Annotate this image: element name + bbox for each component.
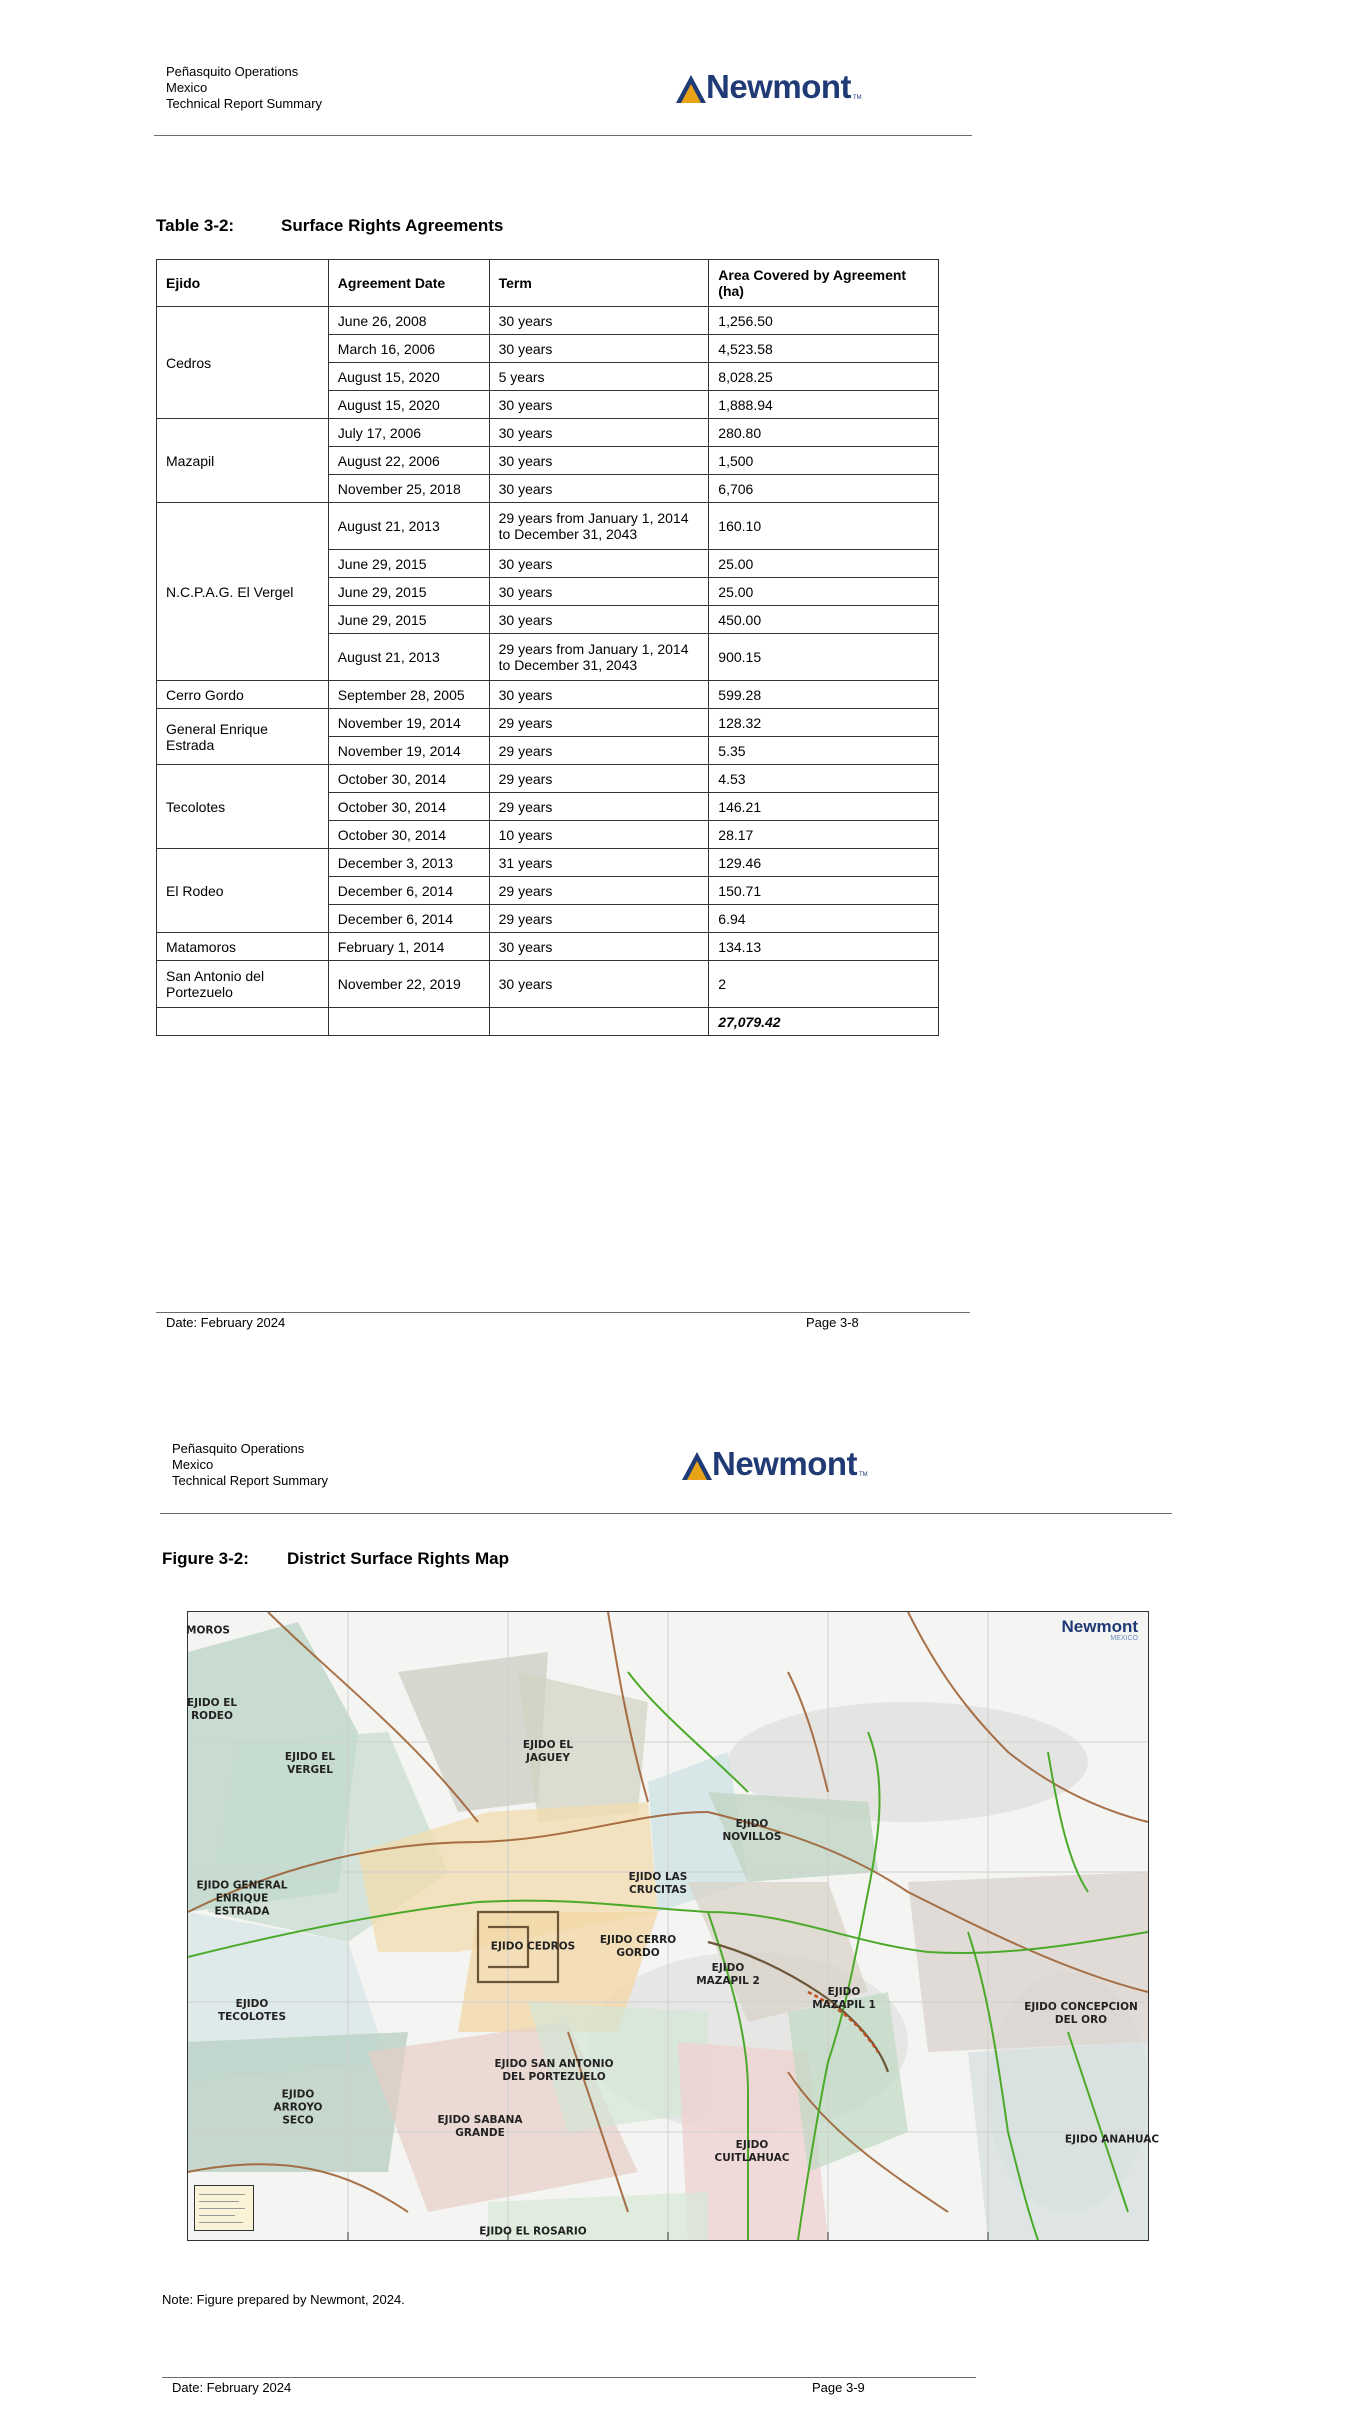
map-logo-subtitle: MEXICO: [1110, 1635, 1138, 1642]
surface-rights-table: [156, 259, 939, 1036]
table-title: Surface Rights Agreements: [281, 216, 504, 235]
area-cell: 1,888.94: [709, 391, 939, 419]
agreement-date-cell: August 21, 2013: [328, 634, 489, 681]
ejido-cell: El Rodeo: [157, 849, 329, 933]
map-legend: [194, 2185, 254, 2231]
header-operations: Peñasquito Operations: [172, 1441, 305, 1456]
area-cell: 134.13: [709, 933, 939, 961]
agreement-date-cell: November 25, 2018: [328, 475, 489, 503]
agreement-date-cell: November 19, 2014: [328, 737, 489, 765]
newmont-logo: [676, 70, 862, 103]
term-cell: 29 years: [489, 737, 709, 765]
area-cell: 599.28: [709, 681, 939, 709]
map-label-mazapil-1: EJIDO MAZAPIL 1: [812, 1986, 876, 2011]
ejido-cell: Cerro Gordo: [157, 681, 329, 709]
column-header: Ejido: [157, 260, 329, 307]
logo-trademark: TM: [859, 1472, 868, 1478]
table-row: [157, 849, 939, 877]
term-cell: 29 years from January 1, 2014 to December 31, 2043: [489, 503, 709, 550]
term-cell: 30 years: [489, 475, 709, 503]
area-cell: 25.00: [709, 550, 939, 578]
table-row: [157, 419, 939, 447]
map-label-cerro-gordo: EJIDO CERRO GORDO: [599, 1934, 677, 1959]
figure-number: Figure 3-2:: [162, 1549, 249, 1568]
area-cell: 128.32: [709, 709, 939, 737]
table-row: [157, 681, 939, 709]
agreement-date-cell: March 16, 2006: [328, 335, 489, 363]
term-cell: 30 years: [489, 961, 709, 1008]
logo-trademark: TM: [853, 95, 862, 101]
map-label-el-vergel: EJIDO EL VERGEL: [284, 1751, 336, 1776]
map-label-arroyo-seco: EJIDO ARROYO SECO: [273, 2088, 323, 2127]
term-cell: 30 years: [489, 335, 709, 363]
header-rule: [160, 1513, 1172, 1514]
term-cell: 29 years: [489, 877, 709, 905]
agreement-date-cell: August 15, 2020: [328, 391, 489, 419]
agreement-date-cell: June 29, 2015: [328, 606, 489, 634]
term-cell: 29 years: [489, 905, 709, 933]
ejido-cell: San Antonio del Portezuelo: [157, 961, 329, 1008]
page2-header: [172, 1441, 328, 1489]
page1-footer-page: Page 3-8: [806, 1315, 859, 1330]
column-header: Term: [489, 260, 709, 307]
ejido-cell: Matamoros: [157, 933, 329, 961]
map-label-el-jaguey: EJIDO EL JAGUEY: [522, 1739, 574, 1764]
agreement-date-cell: June 26, 2008: [328, 307, 489, 335]
logo-wordmark: Newmont: [712, 1445, 857, 1482]
header-rule: [154, 135, 972, 136]
map-label-anahuac: EJIDO ANAHUAC: [1064, 2133, 1160, 2146]
map-label-san-antonio-del-portezuelo: EJIDO SAN ANTONIO DEL PORTEZUELO: [494, 2058, 614, 2083]
area-cell: 2: [709, 961, 939, 1008]
agreement-date-cell: August 15, 2020: [328, 363, 489, 391]
area-cell: 28.17: [709, 821, 939, 849]
term-cell: 30 years: [489, 606, 709, 634]
district-surface-rights-map: [186, 1611, 1160, 2241]
area-cell: 8,028.25: [709, 363, 939, 391]
area-cell: 25.00: [709, 578, 939, 606]
term-cell: 30 years: [489, 419, 709, 447]
map-label-el-rosario: EJIDO EL ROSARIO: [479, 2225, 587, 2238]
table-row: [157, 961, 939, 1008]
table-row: [157, 765, 939, 793]
area-cell: 150.71: [709, 877, 939, 905]
area-cell: 450.00: [709, 606, 939, 634]
map-label-el-rodeo: EJIDO EL RODEO: [186, 1697, 238, 1722]
page1-footer-date: Date: February 2024: [166, 1315, 286, 1330]
area-cell: 4.53: [709, 765, 939, 793]
table-number: Table 3-2:: [156, 216, 235, 235]
page1-header: [166, 64, 322, 112]
table-body: [157, 307, 939, 1036]
header-report-type: Technical Report Summary: [172, 1473, 329, 1488]
map-label-cuitlahuac: EJIDO CUITLAHUAC: [714, 2139, 790, 2164]
area-cell: 160.10: [709, 503, 939, 550]
term-cell: 30 years: [489, 391, 709, 419]
column-header: Area Covered by Agreement (ha): [709, 260, 939, 307]
map-label-mazapil-2: EJIDO MAZAPIL 2: [696, 1962, 760, 1987]
agreement-date-cell: November 19, 2014: [328, 709, 489, 737]
header-country: Mexico: [166, 80, 208, 95]
term-cell: 30 years: [489, 550, 709, 578]
area-cell: 6.94: [709, 905, 939, 933]
agreement-date-cell: June 29, 2015: [328, 578, 489, 606]
ejido-area: [788, 1992, 908, 2172]
figure-note: Note: Figure prepared by Newmont, 2024.: [162, 2292, 405, 2307]
term-cell: 30 years: [489, 578, 709, 606]
agreement-date-cell: November 22, 2019: [328, 961, 489, 1008]
agreement-date-cell: June 29, 2015: [328, 550, 489, 578]
map-label-concepcion-del-oro: EJIDO CONCEPCION DEL ORO: [1024, 2001, 1138, 2026]
newmont-mark-icon: [676, 75, 706, 103]
map-label-las-crucitas: EJIDO LAS CRUCITAS: [628, 1871, 688, 1896]
map-graphic: [188, 1612, 1148, 2240]
area-cell: 1,500: [709, 447, 939, 475]
table-row: [157, 709, 939, 737]
term-cell: 29 years: [489, 765, 709, 793]
footer-rule: [162, 2377, 976, 2378]
term-cell: 5 years: [489, 363, 709, 391]
table-total-row: [157, 1008, 939, 1036]
area-cell: 5.35: [709, 737, 939, 765]
footer-rule: [156, 1312, 970, 1313]
term-cell: 29 years: [489, 793, 709, 821]
term-cell: 30 years: [489, 447, 709, 475]
page2-footer-date: Date: February 2024: [172, 2380, 292, 2395]
term-cell: 31 years: [489, 849, 709, 877]
table-row: [157, 933, 939, 961]
ejido-cell: N.C.P.A.G. El Vergel: [157, 503, 329, 681]
column-header: Agreement Date: [328, 260, 489, 307]
area-cell: 146.21: [709, 793, 939, 821]
term-cell: 29 years from January 1, 2014 to December 31, 2043: [489, 634, 709, 681]
map-label-novillos: EJIDO NOVILLOS: [722, 1818, 782, 1843]
agreement-date-cell: August 22, 2006: [328, 447, 489, 475]
newmont-mark-icon: [682, 1452, 712, 1480]
header-country: Mexico: [172, 1457, 214, 1472]
page2-footer-page: Page 3-9: [812, 2380, 865, 2395]
agreement-date-cell: September 28, 2005: [328, 681, 489, 709]
map-label-general-enrique-estrada: EJIDO GENERAL ENRIQUE ESTRADA: [196, 1879, 288, 1918]
area-cell: 280.80: [709, 419, 939, 447]
term-cell: 10 years: [489, 821, 709, 849]
agreement-date-cell: October 30, 2014: [328, 793, 489, 821]
ejido-cell: General Enrique Estrada: [157, 709, 329, 765]
agreement-date-cell: July 17, 2006: [328, 419, 489, 447]
ejido-cell: Tecolotes: [157, 765, 329, 849]
newmont-logo: [682, 1447, 868, 1480]
empty-cell: [157, 1008, 329, 1036]
map-label-sabana-grande: EJIDO SABANA GRANDE: [437, 2114, 523, 2139]
term-cell: 30 years: [489, 681, 709, 709]
map-newmont-logo: [1062, 1618, 1139, 1642]
agreement-date-cell: December 6, 2014: [328, 877, 489, 905]
area-cell: 1,256.50: [709, 307, 939, 335]
table-row: [157, 307, 939, 335]
area-cell: 6,706: [709, 475, 939, 503]
table-header-row: [157, 260, 939, 307]
ejido-cell: Mazapil: [157, 419, 329, 503]
header-operations: Peñasquito Operations: [166, 64, 299, 79]
agreement-date-cell: August 21, 2013: [328, 503, 489, 550]
map-label-cedros: EJIDO CEDROS: [490, 1940, 576, 1953]
figure-caption: [162, 1549, 509, 1569]
empty-cell: [489, 1008, 709, 1036]
agreement-date-cell: October 30, 2014: [328, 821, 489, 849]
area-cell: 4,523.58: [709, 335, 939, 363]
header-report-type: Technical Report Summary: [166, 96, 323, 111]
agreement-date-cell: December 6, 2014: [328, 905, 489, 933]
term-cell: 30 years: [489, 933, 709, 961]
ejido-cell: Cedros: [157, 307, 329, 419]
area-cell: 129.46: [709, 849, 939, 877]
total-area-cell: 27,079.42: [709, 1008, 939, 1036]
table-caption: [156, 216, 503, 236]
map-logo-wordmark: Newmont: [1061, 1617, 1138, 1636]
map-label-matamoros: MOROS: [186, 1624, 230, 1637]
area-cell: 900.15: [709, 634, 939, 681]
logo-wordmark: Newmont: [706, 68, 851, 105]
figure-title: District Surface Rights Map: [287, 1549, 509, 1568]
term-cell: 29 years: [489, 709, 709, 737]
table-row: [157, 503, 939, 550]
term-cell: 30 years: [489, 307, 709, 335]
agreement-date-cell: December 3, 2013: [328, 849, 489, 877]
agreement-date-cell: February 1, 2014: [328, 933, 489, 961]
agreement-date-cell: October 30, 2014: [328, 765, 489, 793]
empty-cell: [328, 1008, 489, 1036]
map-label-tecolotes: EJIDO TECOLOTES: [217, 1998, 287, 2023]
